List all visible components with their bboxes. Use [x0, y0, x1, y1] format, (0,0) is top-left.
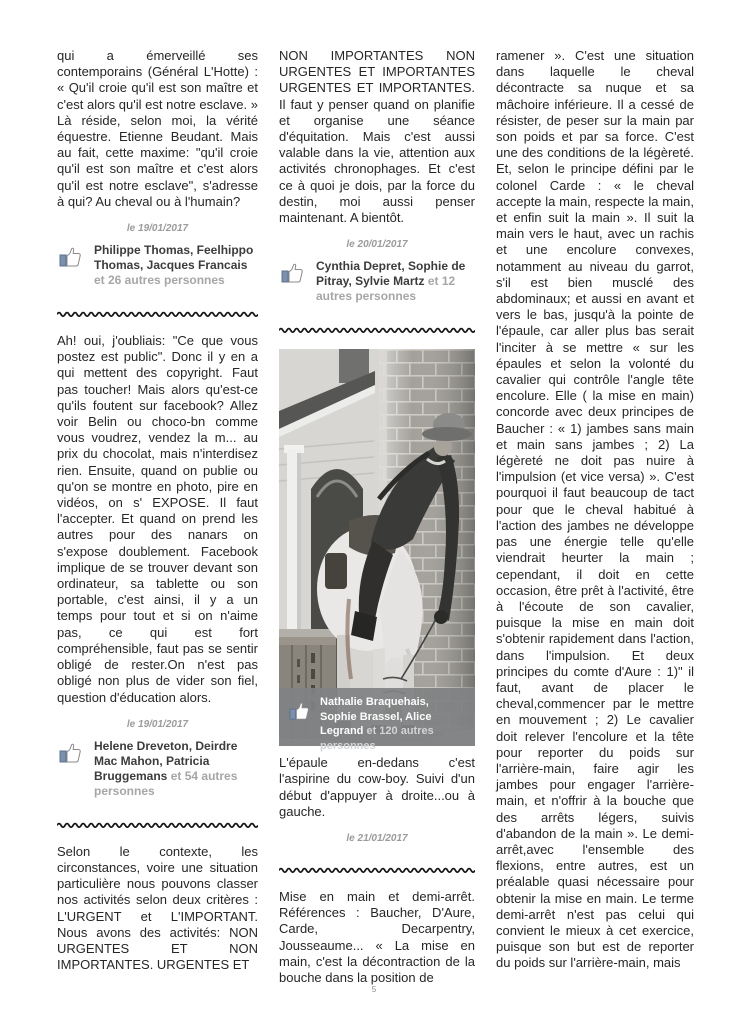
- post-text: ramener ». C'est une situation dans laquelle le cheval décontracte sa nuque et sa mâchoire inférieure. Il a cessé de résister, de peser sur la main par son poids et par sa force. C'est une des conditions de la légèreté. Et, selon le principe défini par le colonel Carde : « le cheval accepte la main, respecte la main, et enfin suit la main ». Il suit la main vers le haut, avec un rachis et une encolure convexes, notamment au niveau du garrot, s'il est bien musclé des abdominaux; et aussi en avant et vers le bas, jusqu'à la pointe de l'épaule, car aller plus bas serait l'inciter à se mettre « sur les épaules et selon la volonté du cavalier qui contrôle l'angle tête encolure. Elle ( la mise en main) concorde avec deux principes de Baucher : « 1) jambes sans main et main sans jambes ; 2) La légèreté ne doit pas nuire à l'impulsion (et vice versa) ». C'est pourquoi il faut beaucoup de tact pour que le cheval habitué à l'action des jambes ne développe pas une énergie telle qu'elle viendrait heurter la main ; cependant, il doit en cette occasion, être prêt à l'activité, être à l'écoute de son cavalier, puisque la mise en main doit s'obtenir rapidement dans l'action, dans l'impulsion. Et deux principes du comte d'Aure : 1)" il faut, avant de placer le cheval,commencer par le mettre en mouvement ; 2) Le cavalier doit relever l'encolure et la tête pour reporter du poids sur l'arrière-main, faire agir les jambes pour engager l'arrière-main, et n'offrir à la bouche que des arrêts légers, suivis d'abandon de la main ». Le demi-arrêt,avec l'ensemble des flexions, entre autres, est un préalable quasi nécessaire pour obtenir la mise en main. Le terme demi-arrêt n'est pas celui qui convient le mieux à cet exercice, puisque son but est de reporter du poids sur l'arrière-main, mais: [496, 48, 694, 971]
- likes-names: Cynthia Depret, Sophie de Pitray, Sylvie Martz: [316, 259, 466, 289]
- wavy-divider: [57, 309, 258, 318]
- likes-names: Helene Dreveton, Deirdre Mac Mahon, Patricia Bruggemans: [94, 738, 238, 783]
- photo-caption: [279, 688, 475, 752]
- post-text: Selon le contexte, les circonstances, voire une situation particulière nous pouvons classer nos activités selon deux critères : L'URGENT et L'IMPORTANT. Nous avons des activités: NON URGENTES ET NON IMPORTANTES. URGENTES ET: [57, 843, 258, 973]
- wavy-divider: [279, 325, 475, 334]
- likes-names: Nathalie Braquehais, Sophie Brassel, Alice Legrand: [320, 696, 432, 738]
- post-date: le 21/01/2017: [346, 833, 408, 845]
- post-text: Mise en main et demi-arrêt. Références : Baucher, D'Aure, Carde, Decarpentry, Jousseaume... « La mise en main, c'est la décontraction de la bouche dans la position de: [279, 889, 475, 986]
- likes-others: et 54 autres personnes: [94, 768, 238, 798]
- post-date: le 19/01/2017: [126, 718, 189, 730]
- likes-text: [94, 243, 258, 288]
- likes-row: [59, 739, 258, 799]
- likes-others: et 12 autres personnes: [316, 274, 456, 304]
- post-text: NON IMPORTANTES NON URGENTES ET IMPORTANTES URGENTES ET IMPORTANTES. Il faut y penser quand on planifie et organise une séance d'équitation. Mais c'est aussi valable dans la vie, attention aux activités chronophages. Et c'est ce à quoi je dois, par la force du destin, moi aussi penser maintenant. A bientôt.: [279, 48, 475, 226]
- column-middle: [279, 48, 475, 986]
- post-text: Ah! oui, j'oubliais: "Ce que vous postez est public". Donc il y en a qui mettent des copyright. Faut pas toucher! Mais alors qu'est-ce qu'ils foutent sur facebook? Allez voir Belin ou choco-bn comme vous voudrez, vendez la m... au prix du chocolat, mais n'interdisez rien. Ensuite, quand on publie ou qu'on se montre en photo, pire en vidéos, on s' EXPOSE. Il faut l'accepter. Et quand on prend les autres pour des nanars on s'expose doublement. Facebook implique de se trouver devant son ordinateur, sa tablette ou son portable, c'est ainsi, il y a un temps pour tout et si on n'aime pas, ce qui est fort compréhensible, faut pas se sentir obligé de rester.On n'est pas obligé non plus de vider son fiel, question d'éducation alors.: [57, 333, 258, 705]
- thumbs-up-icon: [59, 742, 83, 764]
- post-date: le 19/01/2017: [126, 223, 189, 235]
- horse-photo: [279, 349, 475, 752]
- likes-row: [59, 243, 258, 288]
- thumbs-up-icon: [59, 246, 83, 268]
- post-date: le 20/01/2017: [346, 239, 408, 251]
- caption-likes-text: [320, 695, 467, 753]
- likes-others: et 120 autres personnes: [320, 725, 434, 752]
- wavy-divider: [57, 820, 258, 829]
- column-right: [496, 48, 694, 986]
- horse-photo-illustration: [279, 349, 475, 746]
- wavy-divider: [279, 865, 475, 874]
- thumbs-up-icon: [281, 262, 305, 284]
- likes-others: et 26 autres personnes: [94, 273, 225, 288]
- likes-row: [281, 259, 475, 304]
- likes-names: Philippe Thomas, Feelhippo Thomas, Jacques Francais: [94, 243, 254, 273]
- post-text: qui a émerveillé ses contemporains (Général L'Hotte) : « Qu'il croie qu'il est son maître et c'est alors qu'il est notre esclave. » Là réside, selon moi, la vérité équestre. Etienne Beudant. Mais au fait, cette maxime: "qu'il croie qu'il est son maître et c'est alors qu'il est notre esclave", s'adresse à qui? Au cheval ou à l'humain?: [57, 48, 258, 209]
- likes-text: [316, 259, 475, 304]
- thumbs-up-icon: [289, 701, 311, 721]
- column-left: [57, 48, 258, 986]
- likes-text: [94, 739, 258, 799]
- page-number: 5: [371, 985, 377, 994]
- post-text: L'épaule en-dedans c'est l'aspirine du cow-boy. Suivi d'un début d'appuyer à droite...ou à gauche.: [279, 755, 475, 819]
